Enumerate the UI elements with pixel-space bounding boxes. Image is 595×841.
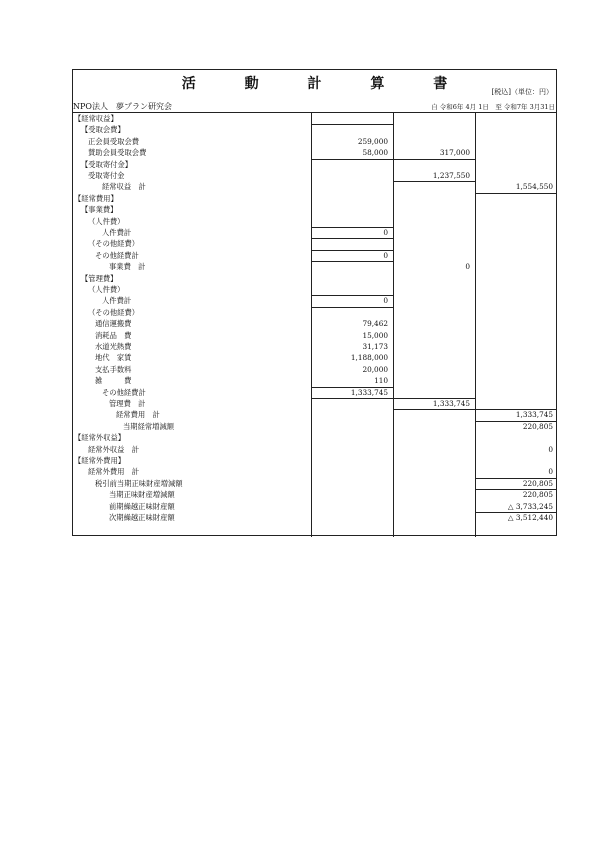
amount-col2: 0 [465,262,470,272]
rule-line [311,307,393,308]
row-label: 【受取会費】 [81,125,125,135]
amount-col3: 0 [548,467,553,477]
row-label: 人件費計 [102,296,132,306]
statement-row [73,284,556,295]
rule-line [311,387,393,388]
amount-col2: 317,000 [439,148,470,158]
amount-col3: 220,805 [522,478,553,488]
rule-line [311,398,393,399]
row-label: その他経費計 [102,387,146,397]
statement-row [73,375,556,386]
rule-line [393,181,475,182]
amount-col1: 0 [383,228,388,237]
rule-line [475,512,556,513]
amount-col2: 1,333,745 [432,399,470,408]
statement-row [73,455,556,466]
statement-row [73,204,556,215]
statement-row [73,341,556,352]
amount-col1: 31,173 [362,342,388,351]
row-label: 経常収益 計 [102,182,146,192]
rule-line [311,227,393,228]
rule-line [311,124,393,125]
rule-line [475,409,556,410]
statement-row [73,227,556,238]
row-label: 当期経常増減額 [123,421,175,431]
statement-row [73,409,556,420]
activity-statement [72,69,557,536]
statement-row [73,307,556,318]
rule-line [311,159,393,160]
amount-col1: 0 [383,296,388,306]
statement-row [73,250,556,261]
amount-col3: △ 3,733,245 [507,501,553,511]
row-label: 管理費 計 [109,399,146,408]
rule-line [475,421,556,422]
rule-line [311,238,393,239]
row-label: 雑 費 [95,376,132,386]
row-label: 【受取寄付金】 [81,159,133,169]
amount-col1: 1,188,000 [350,353,388,363]
statement-row [73,136,556,147]
row-label: （その他経費） [88,307,140,317]
row-label: 【経常収益】 [74,114,118,123]
row-label: （その他経費） [88,239,140,249]
rule-line [475,489,556,490]
rule-line [311,261,393,262]
statement-row [73,181,556,192]
statement-table [73,112,556,537]
statement-row [73,489,556,500]
rule-line [311,250,393,251]
row-label: 当期正味財産増減額 [109,490,175,500]
row-label: 消耗品 費 [95,330,132,340]
row-label: （人件費） [88,285,125,294]
row-label: 賛助会員受取会費 [88,148,147,158]
statement-row [73,398,556,409]
statement-row [73,352,556,363]
row-label: 事業費 計 [109,262,146,272]
statement-row [73,238,556,249]
amount-col1: 259,000 [357,136,388,146]
statement-row [73,478,556,489]
rule-line [475,478,556,479]
row-label: その他経費計 [95,250,139,260]
statement-row [73,159,556,170]
organization-name: NPO法人 夢プラン研究会 [73,102,172,111]
statement-row [73,421,556,432]
row-label: 正会員受取会費 [88,136,140,146]
statement-row [73,512,556,523]
document-title: 活 動 計 算 書 [181,76,470,92]
row-label: 人件費計 [102,228,132,237]
statement-row [73,273,556,284]
row-label: 受取寄付金 [88,171,125,180]
row-label: 次期繰越正味財産額 [109,513,175,522]
row-label: 経常外収益 計 [88,444,140,454]
amount-col1: 110 [374,376,388,386]
statement-row [73,318,556,329]
amount-col2: 1,237,550 [432,171,470,180]
statement-row [73,261,556,272]
row-label: 【管理費】 [81,273,118,283]
unit-note: [税込]（単位：円） [491,88,553,96]
statement-row [73,330,556,341]
row-label: （人件費） [88,216,125,226]
statement-row [73,444,556,455]
statement-row [73,432,556,443]
row-label: 前期繰越正味財産額 [109,501,175,511]
amount-col1: 20,000 [362,364,388,374]
statement-row [73,364,556,375]
amount-col1: 79,462 [362,319,388,329]
statement-row [73,147,556,158]
statement-row [73,124,556,135]
row-label: 経常外費用 計 [88,467,140,477]
rule-line [311,295,393,296]
row-label: 水道光熱費 [95,342,132,351]
statement-row [73,295,556,306]
statement-row [73,193,556,204]
amount-col1: 1,333,745 [350,387,388,397]
amount-col3: 0 [548,444,553,454]
rule-line [393,398,475,399]
amount-col3: 220,805 [522,421,553,431]
statement-row [73,216,556,227]
amount-col3: 1,333,745 [515,410,553,420]
amount-col3: △ 3,512,440 [507,513,553,522]
statement-row [73,113,556,124]
rule-line [475,193,556,194]
row-label: 【経常外収益】 [74,433,126,443]
fiscal-period: 自 令和6年 4月 1日 至 令和7年 3月31日 [431,103,555,111]
row-label: 地代 家賃 [95,353,132,363]
statement-row [73,466,556,477]
amount-col1: 58,000 [362,148,388,158]
amount-col1: 15,000 [362,330,388,340]
rule-line [393,159,475,160]
statement-row [73,501,556,512]
row-label: 経常費用 計 [116,410,160,420]
amount-col3: 220,805 [522,490,553,500]
row-label: 【経常外費用】 [74,456,126,465]
row-label: 【経常費用】 [74,193,118,203]
statement-row [73,170,556,181]
rule-line [393,409,475,410]
amount-col3: 1,554,550 [515,182,553,192]
amount-col1: 0 [383,250,388,260]
statement-row [73,387,556,398]
row-label: 通信運搬費 [95,319,132,329]
row-label: 税引前当期正味財産増減額 [95,478,183,488]
row-label: 【事業費】 [81,205,118,215]
row-label: 支払手数料 [95,364,132,374]
